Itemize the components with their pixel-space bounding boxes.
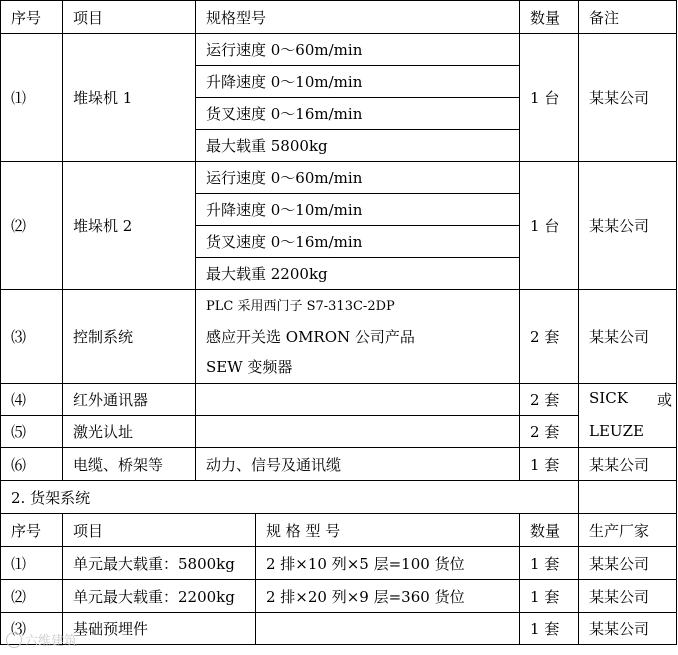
row-spec xyxy=(196,384,520,416)
table-row xyxy=(1,290,677,384)
row-remark: 某某公司 xyxy=(579,448,677,481)
header-remark: 备注 xyxy=(579,1,677,34)
row-qty: 2 套 xyxy=(520,384,579,416)
row-no: ⑵ xyxy=(1,162,63,290)
row-remark: LEUZE xyxy=(579,416,677,448)
row-item: 单元最大载重：5800kg xyxy=(63,547,256,580)
spec-line: 货叉速度 0～16m/min xyxy=(196,226,520,258)
row-item: 激光认址 xyxy=(63,416,196,448)
row-qty: 2 套 xyxy=(520,416,579,448)
header-maker: 生产厂家 xyxy=(579,514,677,547)
watermark-text: 六维建筑 xyxy=(25,634,78,649)
spec-line: 最大载重 2200kg xyxy=(196,258,520,290)
row-item: 控制系统 xyxy=(63,290,196,384)
section-title-blank xyxy=(579,481,677,514)
spec-line: 运行速度 0～60m/min xyxy=(196,34,520,66)
row-remark: 某某公司 xyxy=(579,290,677,384)
section-title-row xyxy=(1,481,677,514)
watermark xyxy=(6,630,77,649)
row-qty: 1 套 xyxy=(520,580,579,613)
row-no: ⑴ xyxy=(1,547,63,580)
header-no: 序号 xyxy=(1,1,63,34)
row-qty: 1 套 xyxy=(520,448,579,481)
table-row xyxy=(1,416,677,448)
spec-line: PLC 采用西门子 S7-313C-2DP xyxy=(206,298,395,314)
row-remark xyxy=(579,384,677,416)
table-row xyxy=(1,162,677,194)
header-item: 项目 xyxy=(63,1,196,34)
header-qty: 数量 xyxy=(520,1,579,34)
row-spec xyxy=(256,613,520,645)
table-row xyxy=(1,547,677,580)
row-no: ⑶ xyxy=(1,613,63,645)
row-qty: 1 套 xyxy=(520,547,579,580)
row-item: 红外通讯器 xyxy=(63,384,196,416)
row-maker: 某某公司 xyxy=(579,547,677,580)
spec-line: 升降速度 0～10m/min xyxy=(196,194,520,226)
row-spec: 2 排×10 列×5 层=100 货位 xyxy=(256,547,520,580)
header-spec: 规 格 型 号 xyxy=(256,514,520,547)
row-item: 堆垛机 2 xyxy=(63,162,196,290)
spec-line: SEW 变频器 xyxy=(206,357,293,376)
spec-cell xyxy=(196,290,520,384)
spec-line: 最大载重 5800kg xyxy=(196,130,520,162)
row-no: ⑶ xyxy=(1,290,63,384)
row-maker: 某某公司 xyxy=(579,580,677,613)
spec-line: 货叉速度 0～16m/min xyxy=(196,98,520,130)
row-spec: 2 排×20 列×9 层=360 货位 xyxy=(256,580,520,613)
watermark-logo-icon xyxy=(6,632,22,648)
table-row xyxy=(1,448,677,481)
table-row xyxy=(1,580,677,613)
row-maker: 某某公司 xyxy=(579,613,677,645)
section-title: 2. 货架系统 xyxy=(1,481,579,514)
table-row xyxy=(1,384,677,416)
row-qty: 2 套 xyxy=(520,290,579,384)
header-qty: 数量 xyxy=(520,514,579,547)
spec-line: 感应开关选 OMRON 公司产品 xyxy=(206,327,415,346)
spec-line: 升降速度 0～10m/min xyxy=(196,66,520,98)
row-item: 堆垛机 1 xyxy=(63,34,196,162)
remark-part: SICK xyxy=(589,389,628,408)
row-no: ⑵ xyxy=(1,580,63,613)
row-no: ⑹ xyxy=(1,448,63,481)
row-no: ⑸ xyxy=(1,416,63,448)
row-item: 电缆、桥架等 xyxy=(63,448,196,481)
row-no: ⑴ xyxy=(1,34,63,162)
remark-part: 或 xyxy=(657,391,673,410)
header-spec: 规格型号 xyxy=(196,1,520,34)
row-no: ⑷ xyxy=(1,384,63,416)
row-qty: 1 套 xyxy=(520,613,579,645)
table2-header-row xyxy=(1,514,677,547)
table1-header-row xyxy=(1,1,677,34)
header-item: 项目 xyxy=(63,514,256,547)
row-spec xyxy=(196,416,520,448)
table-row xyxy=(1,34,677,66)
row-remark: 某某公司 xyxy=(579,162,677,290)
row-qty: 1 台 xyxy=(520,162,579,290)
row-qty: 1 台 xyxy=(520,34,579,162)
row-item: 单元最大载重：2200kg xyxy=(63,580,256,613)
row-item: 基础预埋件 xyxy=(63,613,256,645)
spec-line: 运行速度 0～60m/min xyxy=(196,162,520,194)
row-remark: 某某公司 xyxy=(579,34,677,162)
table-row xyxy=(1,613,677,645)
header-no: 序号 xyxy=(1,514,63,547)
row-spec: 动力、信号及通讯缆 xyxy=(196,448,520,481)
